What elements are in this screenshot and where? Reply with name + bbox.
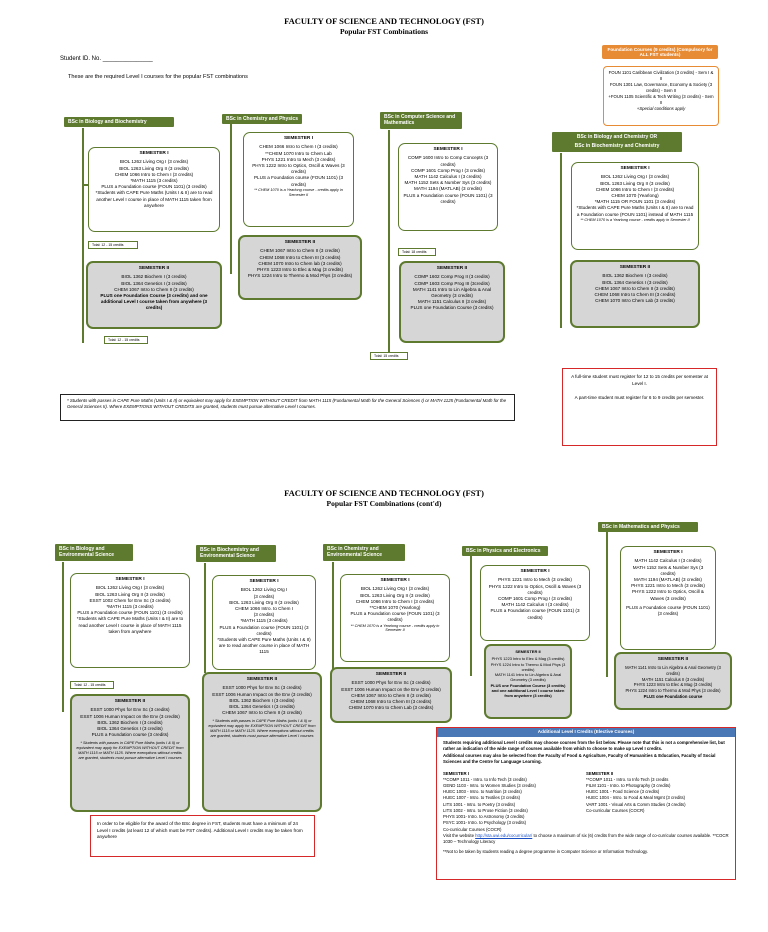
- additional-credits-box: [436, 727, 736, 880]
- physelec-sem2-box: [484, 644, 572, 719]
- course-line: MATH 1151 Calculus II (3 credits): [417, 299, 487, 305]
- course-line: BIOL 1263 Living Org II (3 credits): [360, 592, 430, 598]
- course-line: (3 credits): [253, 593, 275, 599]
- course-line: *MATH 1115 (3 credits): [130, 178, 178, 184]
- physelec-sem1-box: [480, 565, 590, 641]
- elective-course: PHYS 1001- Intro. to Astronomy (3 credits): [443, 814, 525, 820]
- semester-label: SEMESTER II: [375, 672, 407, 677]
- course-line: MATH 1194 (MATLAB) (3 credits): [414, 186, 482, 192]
- elective-course: LITS 1002 - Intro. to Prose Fiction (3 credits): [443, 807, 528, 813]
- elective-course: HUEC 1001 - Food Science (3 credits): [586, 789, 660, 795]
- eligibility-box: In order to be eligible for the award of the BSc degree in FST, students must have a minimum of 24 Level I credits (at least 12 of which must be FST credits). Additional Level I credits may be taken from anywhere: [90, 815, 315, 857]
- course-line: BIOL 1364 Genetics I (3 credits): [602, 279, 668, 285]
- course-line: PLUS one Foundation Course (3 credits) and one additional Level I course taken from anywhere (3 credits): [490, 682, 566, 699]
- course-line: PHYS 1223 Intro to Elec & Mag (3 credits): [491, 656, 565, 662]
- connector: [230, 124, 232, 274]
- course-line: BIOL 1364 Genetics I (3 credits): [229, 704, 295, 710]
- course-line: **CHEM 1070 (Yearlong): [369, 605, 421, 611]
- elective-course: LITS 1001 - Intro. to Poetry (3 credits): [443, 801, 516, 807]
- visit-text: to choose a maximum of six (6) credits from the wide range of co-curricular courses available. **COCR 1030 – Technology Literacy: [443, 832, 729, 844]
- elective-course: Co-curricular Courses (COCR): [443, 826, 502, 832]
- page2-subtitle: Popular FST Combinations (cont'd): [326, 499, 442, 508]
- course-line: BIOL 1263 Living Org II (3 credits): [600, 180, 670, 186]
- semester-label: SEMESTER II: [586, 770, 614, 776]
- course-line: MATH 1142 Calculus I (3 credits): [414, 174, 482, 180]
- course-line: PHYS 1222 Intro to Optics, Oscill & Waves (3 credits): [632, 589, 704, 601]
- course-line: PHYS 1223 Intro to Elec & Mag (3 credits): [633, 682, 713, 688]
- course-line: PLUS a Foundation course (FOUN 1101) (3 credits): [350, 611, 440, 623]
- chem-env-header: BSc in Chemistry and Environmental Science: [323, 544, 405, 561]
- additional-footnote: **Not to be taken by students reading a degree programme in Computer Science or Information Technology.: [443, 849, 649, 855]
- connector: [204, 563, 206, 673]
- course-line: (3 credits): [253, 612, 275, 618]
- elective-course: VART 1001 - Visual Arts & Comm Studies (3 credits): [586, 801, 686, 807]
- biochemenv-sem1-box: [212, 575, 316, 670]
- course-line: PHYS 1224 Intro to Thermo & Mod Phys (3 credits): [490, 661, 566, 672]
- course-line: MATH 1141 Intro to Lin Algebra & Anal Geometry (3 credits): [494, 672, 562, 683]
- course-line: MATH 1142 Calculus I (3 credits): [634, 558, 702, 564]
- semester-label: SEMESTER II: [619, 265, 651, 270]
- cs-total1: Total: 18 credits: [398, 248, 436, 256]
- math-phys-header: BSc in Mathematics and Physics: [598, 522, 698, 532]
- connector: [606, 532, 608, 677]
- course-line: ESST 1002 Chem for Env Sc (3 credits): [89, 597, 171, 603]
- additional-header: Additional Level I Credits (Elective Courses): [437, 728, 735, 737]
- cocurricular-visit: [443, 833, 729, 845]
- course-line: MATH 1152 Sets & Number Sys (3 credits): [632, 564, 704, 576]
- course-line: PLUS a Foundation course (FOUN 1101) (3 credits): [101, 184, 207, 190]
- bio-sem2-box: [86, 261, 222, 329]
- semester-label: SEMESTER I: [380, 578, 410, 583]
- intro-text: These are the required Level I courses for the popular FST combinations: [68, 74, 248, 80]
- course-line: CHEM 1067 Intro to Chem II (3 credits): [351, 692, 431, 698]
- course-line: PHYS 1221 Intro to Mech (3 credits): [498, 577, 572, 583]
- semester-label: SEMESTER I: [283, 136, 314, 141]
- connector: [82, 128, 84, 343]
- course-line: CHEM 1068 Intro to Chem III (3 credits): [259, 254, 341, 260]
- additional-faculties: Additional courses may also be selected from the Faculty of Food & Agriculture, Faculty of Humanities & Education, Faculty of Social Sciences and the Centre for Language Learning.: [443, 753, 716, 765]
- foundation-header: Foundation Courses (9 credits) (Compulsory for ALL FST students): [602, 45, 718, 59]
- exemption-note: * Students with passes in CAPE Pure Maths (Units I & II) or equivalent may apply for EXEMPTION WITHOUT CREDIT from MATH 1115 (Fundamental Math for the General Sciences I) or MATH 1125 (Fundamental Math for the General Sciences II). Where EXEMPTIONS WITHOUT CREDITS are granted, students must pursue alternative Level I courses.: [60, 394, 515, 421]
- chemphys-sem2-box: [238, 235, 362, 300]
- parttime-note: A part-time student must register for 6 to 9 credits per semester.: [574, 395, 705, 401]
- course-line: MATH 1142 Calculus I (3 credits): [501, 602, 569, 608]
- elective-course: Co-curricular Courses (COCR): [586, 807, 645, 813]
- bioenv-sem2-box: [70, 694, 190, 812]
- biochem-sem2-box: [570, 260, 700, 328]
- course-line: *Students with CAPE Pure Maths (Units I & II) are to read another course in place of MATH 1115: [217, 636, 311, 655]
- course-line: PLUS one Foundation course: [643, 693, 703, 699]
- course-line: COMP 1601 Comp Prog I (3 credits): [411, 167, 485, 173]
- course-line: BIOL 1262 Living Org I (3 credits): [119, 159, 189, 165]
- mathphys-sem1-box: [620, 546, 716, 650]
- course-line: PHYS 1224 Intro to Thermo & Mod Phys (3 credits): [625, 688, 721, 694]
- course-line: MATH 1151 Calculus II (3 credits): [641, 676, 705, 682]
- foundation-line: +Special conditions apply: [636, 106, 686, 112]
- course-line: *MATH 1115 (3 credits): [240, 618, 288, 624]
- course-line: ESST 1006 Human Impact on the Env (3 credits): [341, 686, 441, 692]
- course-line: BIOL 1262 Living Org I (3 credits): [95, 585, 165, 591]
- course-line: CHEM 1067 Intro to Chem II (3 credits): [260, 248, 340, 254]
- course-line: PLUS a Foundation course (3 credits): [91, 732, 169, 738]
- foundation-box: [603, 66, 719, 126]
- semester-label: SEMESTER I: [249, 579, 279, 584]
- course-line: **CHEM 1070 Intro to Chem Lab: [265, 150, 332, 156]
- course-line: ESST 1006 Human Impact on the Env (3 credits): [212, 691, 312, 697]
- course-line: BIOL 1262 Living Org I (3 credits): [360, 586, 430, 592]
- course-line: BIOL 1262 Living Org I (3 credits): [600, 174, 670, 180]
- course-line: BIOL 1364 Genetics I (3 credits): [97, 726, 163, 732]
- course-line: CHEM 1070 Intro Chem Lab (3 credits): [595, 298, 675, 304]
- course-note: * Students with passes in CAPE Pure Maths (units I & II) or equivalent may apply for EXEMPTION WITHOUT CREDIT from MATH 1115 or MATH 1125. Where exemptions without credits are granted, students must pursue alternative Level I courses: [76, 741, 184, 760]
- connector: [388, 130, 390, 355]
- course-line: CHEM 1066 Intro. to Chem I: [235, 606, 293, 612]
- course-line: COMP 1601 Comp Prog I (3 credits): [498, 596, 572, 602]
- biochem-env-header: BSc in Biochemistry and Environmental Science: [196, 545, 276, 562]
- course-line: *Students with CAPE Pure Maths (Units I & II) are to read another Level I course in place of MATH 1115 taken from anywhere: [95, 190, 213, 208]
- course-line: *Students with CAPE Pure Maths (Units I & II) are to read another Level I course in place of MATH 1115 taken from anywhere: [76, 616, 184, 634]
- header-line: BSc in Biology and Chemistry OR: [576, 134, 658, 140]
- elective-course: **COMP 1011 - Intro. to Info Tech (3 credits): [443, 776, 527, 782]
- course-line: BIOL 1362 Biochem I (3 credits): [121, 274, 187, 280]
- registration-box: [562, 368, 717, 446]
- cs-math-header: BSc in Computer Science and Mathematics: [380, 112, 462, 129]
- chemenv-sem1-box: [340, 574, 450, 662]
- course-line: BIOL 1263 Living Org II (3 credits): [229, 599, 299, 605]
- elective-sem1-list: [443, 771, 586, 833]
- cs-sem2-box: [399, 261, 505, 343]
- bioenv-total1: Total: 12 - 15 credits: [70, 681, 114, 689]
- semester-label: SEMESTER II: [284, 240, 316, 245]
- course-line: ESST 1006 Human Impact on the Env (3 credits): [80, 713, 180, 719]
- course-line: CHEM 1066 Intro to Chem I (3 credits): [114, 171, 194, 177]
- course-line: CHEM 1070 Intro to Chem Lab (3 credits): [348, 705, 434, 711]
- course-line: ESST 1000 Phys for Env Sc (3 credits): [351, 680, 431, 686]
- semester-label: SEMESTER I: [520, 569, 550, 574]
- course-line: BIOL 1262 Living Org I: [240, 587, 288, 593]
- course-line: COMP 1602 Comp Prog II (3 credits): [414, 274, 490, 280]
- semester-label: SEMESTER I: [620, 166, 650, 171]
- course-line: PLUS a Foundation course (FOUN 1101) (3 credits): [253, 175, 344, 187]
- course-line: PHYS 1221 Intro to Mech (3 credits): [631, 583, 705, 589]
- cs-sem1-box: [398, 143, 498, 231]
- course-line: CHEM 1070 (Yearlong): [611, 193, 659, 199]
- semester-label: SEMESTER II: [246, 677, 278, 682]
- course-line: PLUS a Foundation course (FOUN 1101) (3 credits): [219, 624, 309, 636]
- course-line: CHEM 1067 Intro to Chem II (3 credits): [222, 710, 302, 716]
- chem-phys-header: BSc in Chemistry and Physics: [222, 114, 302, 124]
- additional-intro: Students requiring additional Level I credits may choose courses from the list below. Please note that this is not a comprehensive list, but rather an indication of the wide range of courses available from which to choose to make up Level I credits.: [443, 739, 725, 751]
- semester-label: SEMESTER I: [443, 770, 470, 776]
- foundation-line: FOUN 1301 Law, Governance, Economy & Society (3 credits) - Sem II: [609, 82, 713, 94]
- elective-course: HUEC 1004 - Intro. to Food & Meal Mgmt (3 credits): [586, 795, 686, 801]
- chemenv-sem2-box: [330, 667, 452, 723]
- elective-course: HUEC 1003 - Intro. to Nutrition (3 credits): [443, 789, 522, 795]
- semester-label: SEMESTER II: [657, 657, 689, 662]
- course-line: PHYS 1223 Intro to Elec & Mag (3 credits): [256, 267, 344, 273]
- course-line: PLUS a Foundation course (FOUN 1101) (3 credits): [403, 192, 493, 204]
- elective-course: GEND 1103 - Intro. to Women Studies (3 credits): [443, 782, 536, 788]
- mathphys-sem2-box: [614, 652, 732, 710]
- course-line: CHEM 1068 Intro to Chem III (3 credits): [594, 292, 676, 298]
- semester-label: SEMESTER II: [515, 649, 541, 654]
- course-line: PHYS 1221 Intro to Mech (3 credits): [261, 156, 336, 162]
- biochemenv-sem2-box: [202, 672, 322, 812]
- course-line: BIOL 1263 Living Org II (3 credits): [95, 591, 165, 597]
- semester-label: SEMESTER I: [433, 147, 463, 152]
- page1-title: FACULTY OF SCIENCE AND TECHNOLOGY (FST): [284, 16, 484, 26]
- student-id-field: Student ID. No. _______________: [60, 56, 153, 62]
- semester-label: SEMESTER I: [115, 577, 145, 582]
- course-line: CHEM 1066 Intro to Chem I (3 credits): [595, 186, 675, 192]
- elective-sem2-list: [586, 771, 729, 833]
- course-line: MATH 1141 Intro to Lin Algebra & Anal Geometry (3 credits): [412, 286, 492, 299]
- visit-text: Visit the website: [443, 832, 476, 838]
- course-line: BIOL 1362 Biochem I (3 credits): [229, 697, 295, 703]
- foundation-line: FOUN 1101 Caribbean Civilization (3 credits) - Sem I & II: [608, 70, 714, 82]
- course-line: CHEM 1066 Intro to Chem I (3 credits): [355, 598, 435, 604]
- course-note: ** CHEM 1070 is a Yearlong course - credits apply in Semester II: [350, 623, 440, 633]
- course-note: * Students with passes in CAPE Pure Maths (units I & II) or equivalent may apply for EXEMPTION WITHOUT CREDIT from MATH 1115 or MATH 1125. Where exemptions without credits are granted, students must pursue alternative Level I courses: [208, 719, 316, 738]
- course-line: BIOL 1364 Genetics I (3 credits): [121, 280, 187, 286]
- course-line: CHEM 1067 Intro to Chem II (3 credits): [595, 285, 675, 291]
- course-line: MATH 1194 (MATLAB) (3 credits): [634, 577, 702, 583]
- header-line: BSc in Biochemistry and Chemistry: [574, 143, 660, 150]
- page1-subtitle: Popular FST Combinations: [339, 27, 429, 36]
- bio-total2: Total: 12 - 15 credits: [104, 336, 148, 344]
- course-line: *Students with CAPE Pure Maths (Units I & II) are to read a Foundation course (FOUN 1101) instead of MATH 1115: [576, 205, 694, 217]
- course-line: PLUS one Foundation Course (3 credits): [410, 305, 494, 311]
- biochem-header: [552, 132, 682, 152]
- connector: [560, 153, 562, 328]
- fulltime-note: A full-time student must register for 12 to 15 credits per semester at Level I.: [571, 374, 708, 386]
- connector: [470, 556, 472, 676]
- course-line: CHEM 1070 Intro to Chem lab (3 credits): [258, 260, 342, 266]
- course-line: PLUS a Foundation course (FOUN 1101) (3 credits): [626, 604, 710, 616]
- phys-elec-header: BSc in Physics and Electronics: [462, 546, 548, 556]
- elective-course: PSYC 1001- Intro. to Psychology (3 credits): [443, 820, 527, 826]
- elective-course: HUEC 1007 - Intro. to Textiles (3 credits): [443, 795, 521, 801]
- course-line: BIOL 1362 Biochem I (3 credits): [602, 273, 668, 279]
- course-line: COMP 1603 Comp Prog III (3credits): [414, 280, 490, 286]
- course-line: ESST 1000 Phys for Env Sc (3 credits): [90, 707, 170, 713]
- course-line: PLUS one Foundation Course (3 credits) and one additional Level I course taken from anywhere (3 credits): [100, 293, 208, 311]
- course-line: MATH 1152 Sets & Number Sys (3 credits): [404, 180, 492, 186]
- semester-label: SEMESTER II: [436, 266, 468, 271]
- course-line: PHYS 1222 Intro to Optics, Oscill & Waves (3 credits): [252, 163, 345, 175]
- course-line: PLUS a Foundation course (FOUN 1101) (3 credits): [490, 608, 580, 620]
- cocurricular-link[interactable]: http://sta.uwi.edu/cocurricular/: [475, 832, 533, 838]
- course-line: ESST 1000 Phys for Env Sc (3 credits): [222, 685, 302, 691]
- course-line: PLUS a Foundation course (FOUN 1101) (3 credits): [77, 610, 183, 616]
- biochem-sem1-box: [571, 162, 699, 250]
- course-line: CHEM 1066 Intro to Chem I (3 credits): [259, 144, 338, 150]
- chemphys-sem1-box: [243, 132, 354, 227]
- course-line: *MATH 1115 OR FOUN 1101 (3 credits): [594, 199, 676, 205]
- elective-course: FILM 1101 - Intro. to Photography (3 credits): [586, 782, 671, 788]
- bio-env-header: BSc in Biology and Environmental Science: [55, 544, 133, 561]
- course-line: *MATH 1115 (3 credits): [106, 604, 154, 610]
- page2-title: FACULTY OF SCIENCE AND TECHNOLOGY (FST): [284, 488, 484, 498]
- elective-course: **COMP 1011 - Intro. to Info Tech (3 credits: [586, 776, 669, 782]
- semester-label: SEMESTER I: [653, 550, 683, 555]
- course-line: BIOL 1263 Living Org II (3 credits): [119, 165, 189, 171]
- course-line: CHEM 1067 Intro to Chem II (3 credits): [114, 286, 194, 292]
- course-line: COMP 1600 Intro to Comp Concepts (3 credits): [407, 155, 489, 167]
- semester-label: SEMESTER II: [138, 266, 170, 271]
- bioenv-sem1-box: [70, 573, 190, 668]
- bio-total1: Total: 12 - 15 credits: [88, 241, 138, 249]
- course-line: BIOL 1362 Biochem I (3 credits): [97, 719, 163, 725]
- bio-biochem-header: BSc in Biology and Biochemistry: [64, 117, 174, 127]
- course-note: ** CHEM 1070 is a Yearlong course - credits apply in Semester II: [254, 187, 343, 197]
- cs-total2: Total: 15 credits: [370, 352, 408, 360]
- bio-sem1-box: [88, 147, 220, 232]
- semester-label: SEMESTER I: [139, 151, 169, 156]
- connector: [62, 562, 64, 712]
- course-line: PHYS 1224 Intro to Thermo & Mod Phys (3 credits): [247, 273, 353, 279]
- course-line: CHEM 1068 Intro to Chem III (3 credits): [350, 699, 432, 705]
- course-line: MATH 1141 Intro to Lin Algebra & Anal Geometry (3 credits): [625, 665, 721, 677]
- course-note: ** CHEM 1070 is a Yearlong course - credits apply in Semester II: [580, 217, 690, 222]
- foundation-line: +FOUN 1105 Scientific & Tech Writing (3 credits) - Sem II: [608, 94, 714, 106]
- semester-label: SEMESTER II: [114, 699, 146, 704]
- course-line: PHYS 1222 Intro to Optics, Oscill & Waves (3 credits): [488, 583, 582, 595]
